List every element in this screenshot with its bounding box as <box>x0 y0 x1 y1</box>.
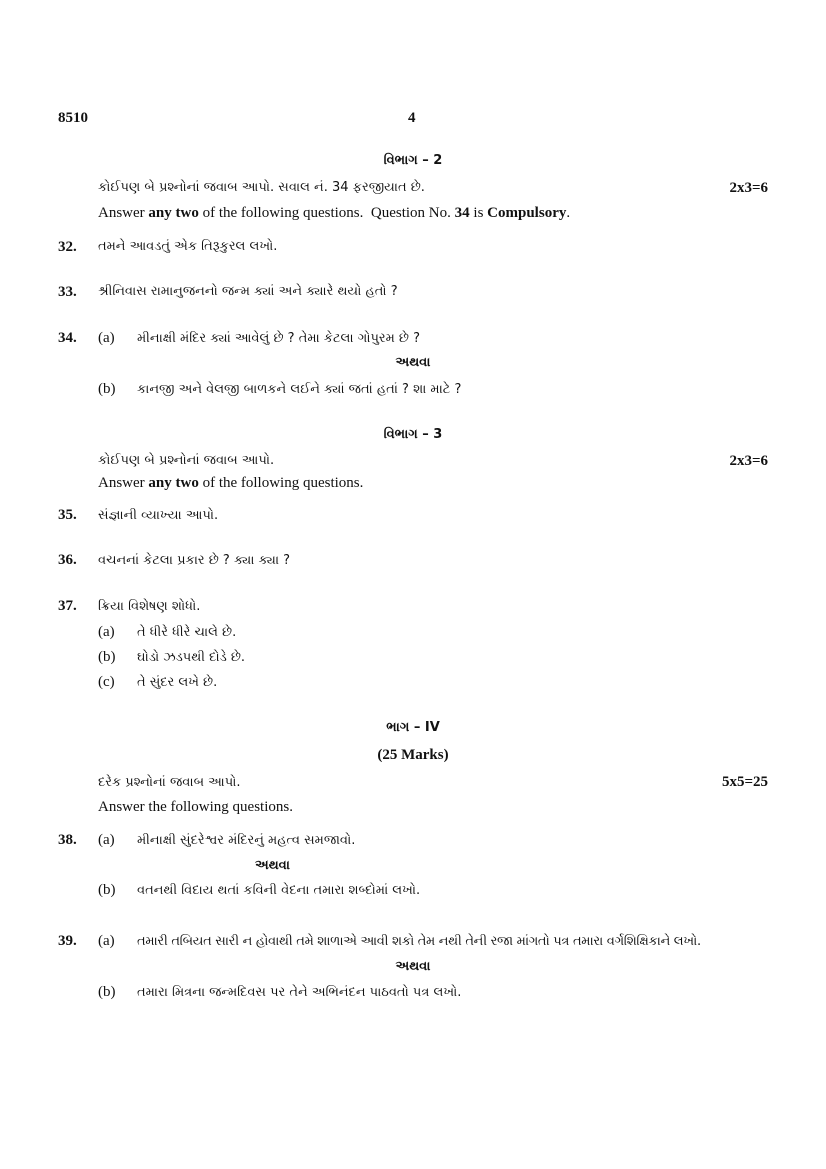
section-3-title: વિભાગ – 3 <box>383 427 443 442</box>
question-text: સંજ્ઞાની વ્યાખ્યા આપો. <box>98 508 219 523</box>
question-number: 33. <box>58 284 77 300</box>
question-number: 38. <box>58 832 77 848</box>
part-4-title: ભાગ – IV <box>386 720 440 735</box>
sub-question-text: મીનાક્ષી સુંદરેશ્વર મંદિરનું મહત્વ સમજાવો. <box>137 833 356 848</box>
question-number: 37. <box>58 598 77 614</box>
sub-question-text: તે સુંદર લખે છે. <box>137 675 218 690</box>
part-4-marks: 5x5=25 <box>721 774 768 790</box>
section-3-instruction-en: Answer any two of the following questions. <box>98 475 364 491</box>
sub-label: (b) <box>98 984 116 1000</box>
sub-label: (a) <box>98 624 115 640</box>
section-2-marks: 2x3=6 <box>729 180 768 196</box>
sub-question-text: તમારી તબિયત સારી ન હોવાથી તમે શાળાએ આવી શકો તેમ નથી તેની રજા માંગતો પત્ર તમારા વર્ગશિક્ષિકાને લખો. <box>137 934 701 949</box>
sub-label: (a) <box>98 933 115 949</box>
section-2-title: વિભાગ – 2 <box>383 153 443 168</box>
question-text: ક્રિયા વિશેષણ શોધો. <box>98 599 201 614</box>
sub-label: (a) <box>98 832 115 848</box>
question-text: શ્રીનિવાસ રામાનુજનનો જન્મ ક્યાં અને ક્યારે થયો હતો ? <box>98 284 398 299</box>
page-number: 4 <box>408 110 416 126</box>
part-4-instruction-en: Answer the following questions. <box>98 799 293 815</box>
question-text: તમને આવડતું એક તિરૂકુરલ લખો. <box>98 239 278 254</box>
part-4-instruction-gu: દરેક પ્રશ્નોનાં જવાબ આપો. <box>98 775 241 790</box>
question-number: 35. <box>58 507 77 523</box>
question-text: વચનનાં કેટલા પ્રકાર છે ? ક્યા ક્યા ? <box>98 553 291 568</box>
sub-label: (b) <box>98 882 116 898</box>
section-3-marks: 2x3=6 <box>729 453 768 469</box>
section-2-instruction-en: Answer any two of the following questions. Question No. 34 is Compulsory. <box>98 205 571 221</box>
section-3-instruction-gu: કોઈપણ બે પ્રશ્નોનાં જવાબ આપો. <box>98 453 275 468</box>
or-divider: અથવા <box>255 858 290 873</box>
section-2-instruction-gu: કોઈપણ બે પ્રશ્નોનાં જવાબ આપો. સવાલ નં. 34 ફરજીયાત છે. <box>98 180 425 195</box>
sub-question-text: વતનથી વિદાય થતાં કવિની વેદના તમારા શબ્દોમાં લખો. <box>137 883 421 898</box>
sub-label: (a) <box>98 330 115 346</box>
part-4-subtitle: (25 Marks) <box>377 747 449 763</box>
question-number: 36. <box>58 552 77 568</box>
sub-question-text: ઘોડો ઝડપથી દોડે છે. <box>137 650 246 665</box>
or-divider: અથવા <box>395 355 431 370</box>
paper-code: 8510 <box>58 110 88 126</box>
question-number: 39. <box>58 933 77 949</box>
sub-label: (c) <box>98 674 115 690</box>
question-number: 34. <box>58 330 77 346</box>
sub-label: (b) <box>98 381 116 397</box>
sub-question-text: કાનજી અને વેલજી બાળકને લઈને ક્યાં જતાં હતાં ? શા માટે ? <box>137 382 462 397</box>
or-divider: અથવા <box>395 959 431 974</box>
sub-question-text: તમારા મિત્રના જન્મદિવસ પર તેને અભિનંદન પાઠવતો પત્ર લખો. <box>137 985 462 1000</box>
sub-question-text: મીનાક્ષી મંદિર ક્યાં આવેલું છે ? તેમા કેટલા ગોપુરમ છે ? <box>137 331 420 346</box>
sub-label: (b) <box>98 649 116 665</box>
sub-question-text: તે ધીરે ધીરે ચાલે છે. <box>137 625 237 640</box>
question-number: 32. <box>58 239 77 255</box>
